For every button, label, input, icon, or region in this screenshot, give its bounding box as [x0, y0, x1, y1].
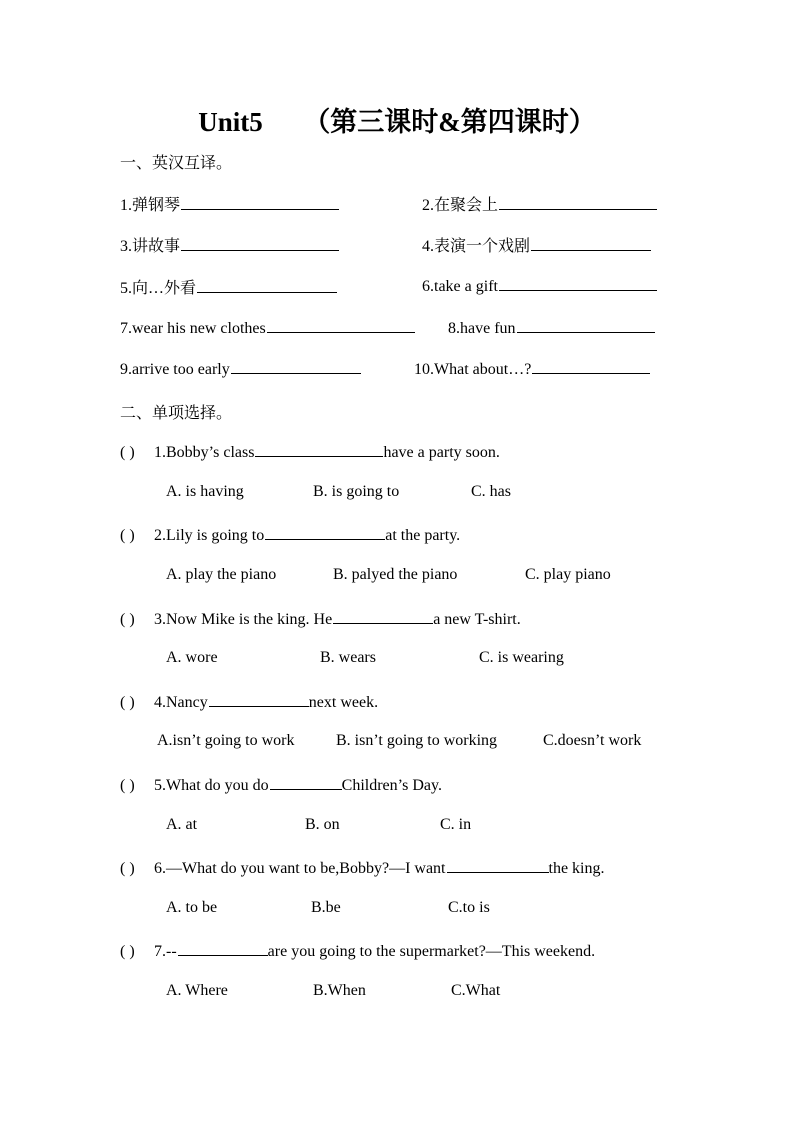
- answer-blank[interactable]: [197, 277, 337, 293]
- option-c: C. has: [471, 483, 511, 500]
- translation-item-10: [414, 358, 650, 379]
- translation-item-label: 6.take a gift: [422, 278, 498, 295]
- question-text-end: next week.: [308, 694, 379, 711]
- answer-parentheses[interactable]: ( ): [120, 694, 135, 711]
- question-1: [120, 441, 500, 462]
- option-c: C.doesn’t work: [543, 732, 642, 749]
- answer-blank[interactable]: [265, 524, 385, 540]
- option-a: A. to be: [166, 899, 218, 916]
- translation-item-5: [120, 275, 337, 298]
- page-title: Unit5 （第三课时&第四课时）: [198, 107, 596, 137]
- answer-blank[interactable]: [531, 235, 651, 251]
- option-c: C. is wearing: [479, 649, 564, 666]
- answer-blank[interactable]: [255, 441, 383, 457]
- answer-blank[interactable]: [499, 275, 657, 291]
- answer-blank[interactable]: [532, 358, 650, 374]
- question-6: [120, 857, 605, 878]
- question-text-start: 2.Lily is going to: [154, 527, 265, 544]
- option-a: A. wore: [166, 649, 218, 666]
- translation-item-label: 3.讲故事: [120, 238, 181, 255]
- translation-item-label: 10.What about…?: [414, 361, 532, 378]
- answer-parentheses[interactable]: ( ): [120, 777, 135, 794]
- answer-blank[interactable]: [181, 194, 339, 210]
- question-text-start: 5.What do you do: [154, 777, 269, 794]
- question-text-start: 1.Bobby’s class: [154, 444, 255, 461]
- translation-item-label: 9.arrive too early: [120, 361, 230, 378]
- question-5: [120, 774, 442, 795]
- option-c: C.to is: [448, 899, 490, 916]
- question-3: [120, 608, 521, 629]
- section-1-heading: 一、英汉互译。: [120, 155, 233, 172]
- answer-blank[interactable]: [209, 691, 309, 707]
- answer-parentheses[interactable]: ( ): [120, 860, 135, 877]
- translation-item-1: [120, 192, 339, 215]
- option-b: B.When: [313, 982, 366, 999]
- translation-item-8: [448, 317, 655, 338]
- question-text-start: 3.Now Mike is the king. He: [154, 611, 333, 628]
- answer-blank[interactable]: [181, 235, 339, 251]
- translation-item-label: 7.wear his new clothes: [120, 320, 266, 337]
- translation-item-9: [120, 358, 361, 379]
- option-b: B. on: [305, 816, 340, 833]
- answer-blank[interactable]: [231, 358, 361, 374]
- question-text-end: at the party.: [385, 527, 461, 544]
- answer-blank[interactable]: [517, 317, 655, 333]
- question-4: [120, 691, 378, 712]
- translation-item-label: 4.表演一个戏剧: [422, 238, 531, 255]
- question-text-start: 4.Nancy: [154, 694, 208, 711]
- question-text-end: Children’s Day.: [341, 777, 442, 794]
- translation-item-4: [422, 233, 651, 256]
- translation-item-7: [120, 317, 415, 338]
- question-text-end: are you going to the supermarket?—This weekend.: [267, 943, 596, 960]
- option-b: B. isn’t going to working: [336, 732, 498, 749]
- answer-blank[interactable]: [178, 940, 268, 956]
- option-c: C.What: [451, 982, 501, 999]
- option-a: A. at: [166, 816, 198, 833]
- translation-item-label: 8.have fun: [448, 320, 516, 337]
- translation-item-3: [120, 233, 339, 256]
- question-text-end: a new T-shirt.: [433, 611, 521, 628]
- answer-blank[interactable]: [447, 857, 549, 873]
- answer-blank[interactable]: [270, 774, 342, 790]
- section-2-heading: 二、单项选择。: [120, 405, 233, 422]
- answer-blank[interactable]: [267, 317, 415, 333]
- option-c: C. in: [440, 816, 472, 833]
- option-c: C. play piano: [525, 566, 611, 583]
- question-7: [120, 940, 595, 961]
- question-2: [120, 524, 460, 545]
- option-a: A. Where: [166, 982, 228, 999]
- translation-item-6: [422, 275, 657, 296]
- translation-item-label: 1.弹钢琴: [120, 197, 181, 214]
- option-b: B.be: [311, 899, 341, 916]
- option-a: A.isn’t going to work: [157, 732, 295, 749]
- question-text-start: 7.--: [154, 943, 177, 960]
- answer-blank[interactable]: [499, 194, 657, 210]
- option-a: A. is having: [166, 483, 244, 500]
- option-a: A. play the piano: [166, 566, 277, 583]
- answer-blank[interactable]: [333, 608, 433, 624]
- translation-item-label: 5.向…外看: [120, 280, 197, 297]
- question-text-start: 6.—What do you want to be,Bobby?—I want: [154, 860, 446, 877]
- question-text-end: have a party soon.: [383, 444, 500, 461]
- answer-parentheses[interactable]: ( ): [120, 527, 135, 544]
- translation-item-label: 2.在聚会上: [422, 197, 499, 214]
- question-text-end: the king.: [548, 860, 605, 877]
- option-b: B. palyed the piano: [333, 566, 458, 583]
- translation-item-2: [422, 192, 657, 215]
- option-b: B. is going to: [313, 483, 400, 500]
- answer-parentheses[interactable]: ( ): [120, 611, 135, 628]
- option-b: B. wears: [320, 649, 376, 666]
- answer-parentheses[interactable]: ( ): [120, 943, 135, 960]
- answer-parentheses[interactable]: ( ): [120, 444, 135, 461]
